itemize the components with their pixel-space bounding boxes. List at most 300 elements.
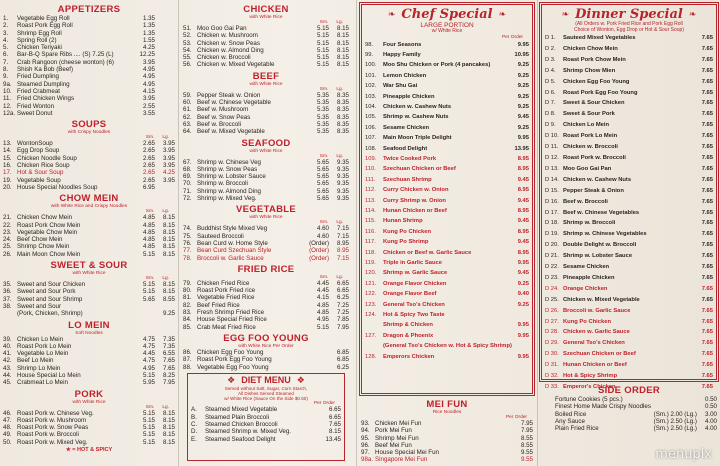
item-number [3,310,17,317]
item-price-large: 8.15 [162,281,175,289]
item-number [365,341,383,351]
dinner-special-item [545,317,713,328]
item-price-large: 6.25 [336,363,349,371]
item-price-large: 8.55 [520,434,533,442]
item-name: (General Tso's Chicken w. Hot & Spicy Shrimp) [383,343,512,350]
chef-special-item [365,237,529,247]
item-number: 127. [365,332,377,339]
item-name: Vegetable Lo Mein [17,350,69,358]
menu-item-row [191,428,341,435]
item-name: Chicken w. Cashew Nuts [563,176,632,183]
item-number: D 33. [545,384,559,390]
item-number: D 5. [545,78,556,85]
item-name: Orange Chicken [563,285,608,292]
menu-item-row [361,420,533,427]
item-price-large: 9.55 [520,449,533,457]
item-price-small [677,396,697,403]
menu-item-row [3,184,175,191]
item-price-large [155,15,175,22]
item-number: 23. [3,228,12,236]
item-number [541,425,555,432]
item-name: Steamed Chicken Broccoli [205,421,278,428]
item-name: Sauteed Broccoli [197,232,244,240]
item-name: Curry Chicken w. Onion [383,187,449,194]
menu-item-row [3,81,175,88]
menu-item-row [3,303,175,310]
menu-item-row [183,54,349,61]
item-price-small: 5.15 [142,424,155,432]
menu-item-row [3,222,175,229]
item-price: 7.65 [701,373,713,380]
chef-special-item [365,133,529,143]
section-title: VEGETABLE [235,204,297,216]
item-number: 70. [183,180,192,188]
item-price-large: 7.65 [162,357,175,365]
item-name: Fried Chicken Wings [17,95,75,103]
item-price-small: 4.75 [142,357,155,365]
item-price-small: 4.85 [316,309,329,317]
item-name: Steamed Mixed Vegetable [205,406,278,414]
item-name: WontonSoup [17,140,53,148]
item-name: Shrimp w. Chinese Veg [197,158,261,166]
item-name: Chicken Lo Mein [563,122,610,129]
item-price-large: 8.35 [336,113,349,121]
item-price: 9.95 [517,260,529,267]
dinner-special-item [545,262,713,273]
section-mei-fun [361,399,533,464]
item-price-small [677,403,697,410]
item-name: Vegetable Egg Foo Young [197,363,269,371]
item-number: D 29. [545,340,559,347]
item-number: 45. [3,379,12,387]
chef-special-item [365,71,529,81]
section-title: EGG FOO YOUNG [223,332,309,344]
item-price-small: (Order) [309,247,329,255]
item-name: Szechuan Shrimp [383,176,432,183]
item-number: D 13. [545,165,559,172]
size-header: Sm. Lg. [319,220,343,226]
item-price-small [301,421,321,428]
dinner-special-item [545,66,713,77]
item-name: Chicken w. Almond Ding [197,46,264,54]
diet-note: w/ White Rice (Sauce On the Side $0.50) [224,396,308,402]
size-header: Sm. Lg. [145,276,169,282]
item-price-small: 4.45 [316,287,329,295]
item-number: 107. [365,135,377,142]
menu-item-row [183,128,349,135]
item-name: Beef Lo Mein [17,357,54,365]
item-price: 9.95 [517,135,529,142]
diet-title-wrap [191,375,341,386]
chef-special-list [365,40,529,363]
watermark-logo: menupix [655,447,712,462]
item-number: 64. [183,128,192,136]
dinner-special-item [545,349,713,360]
item-name: Main Moon Triple Delight [383,135,452,142]
item-name: Twice Cooked Pork [383,155,437,162]
menu-item-row [191,421,341,428]
item-number: 117. [365,239,376,246]
item-price: 7.65 [701,67,713,74]
section-beef [183,71,349,136]
item-number: 81. [183,294,192,302]
item-price-small: 2.65 [142,176,155,184]
item-number: D 15. [545,187,559,194]
item-name: Beef Mei Fun [375,441,412,449]
section-title: CHICKEN [243,4,289,15]
item-number: 15. [3,154,12,162]
item-name: Shrimp w. Chinese Vegetables [563,231,647,238]
dinner-special-item [545,284,713,295]
item-number: 86. [183,348,192,356]
item-price-small: 4.60 [316,232,329,240]
item-name: House Special Lo Mein [17,371,81,379]
item-name: Szechuan Chicken or Beef [563,351,636,358]
item-price-small: 5.15 [316,46,329,54]
item-price: 7.65 [701,253,713,260]
item-number: 54. [183,46,192,54]
item-price-small: 5.15 [142,288,155,296]
section-seafood [183,138,349,203]
item-price: 9.25 [517,103,529,110]
item-price: 8.95 [517,187,529,194]
item-name: Shrimp Chow Mein [17,243,70,251]
dinner-special-item [545,208,713,219]
item-name: Beef w. Mushroom [197,106,249,114]
menu-item-row [541,425,717,432]
menu-item-row [183,188,349,195]
dinner-special-item [545,175,713,186]
item-price-large: 3.95 [162,154,175,162]
menu-item-row [3,288,175,295]
item-price: 9.25 [517,301,529,308]
item-price-small [309,364,329,371]
item-price-large: 8.15 [162,424,175,432]
large-portion-label: LARGE PORTION [420,22,474,29]
item-number: B. [191,413,197,421]
item-price-large [155,95,175,102]
item-name: Kung Po Chicken [563,318,611,325]
chef-special-item [365,123,529,133]
item-price-large: 9.35 [336,195,349,203]
item-price: 7.65 [701,144,713,151]
item-name: Finest Home Made Crispy Noodles [555,403,651,411]
item-name: Roast Pork Chow Mein [563,56,626,63]
item-number: 78. [183,254,192,262]
item-price-large: 8.95 [336,247,349,255]
item-name: Shrimp w. Lobster Sauce [197,173,266,181]
item-number: 35. [3,281,12,289]
item-price-large: 7.65 [162,364,175,372]
item-price-small: 4.95 [142,364,155,372]
item-price-small [493,427,513,434]
dinner-special-item [545,306,713,317]
item-number: 19. [3,176,12,184]
menu-item-row [183,159,349,166]
item-price-small: 4.95 [142,66,155,74]
item-name: Chicken Mei Fun [375,420,422,427]
menu-item-row [3,439,175,446]
item-price-small [301,428,321,435]
item-number: D. [191,428,198,436]
menu-item-row [183,173,349,180]
chef-special-item [365,352,529,362]
item-name: Shrimp Lo Mein [17,364,61,372]
item-price-large: 8.35 [336,120,349,128]
item-price-small: 5.15 [142,281,155,289]
item-number: D 16. [545,198,559,205]
item-number: 71. [183,187,192,195]
dinner-special-item [545,98,713,109]
menu-item-row [3,343,175,350]
item-price-small [493,420,513,427]
menu-item-row [183,255,349,262]
section-title: CHOW MEIN [59,193,119,205]
item-number: 96. [361,441,370,449]
item-price-small [301,406,321,413]
item-number: 111. [365,176,376,183]
item-name: Chicken Chow Mein [17,214,73,222]
item-name: Beef Fried Rice [197,301,240,309]
item-price-small: 2.65 [142,169,155,177]
item-number: 55. [183,54,192,62]
item-price-large: 7.95 [336,323,349,331]
item-price-small: 4.15 [142,87,155,95]
item-price-large: 8.15 [162,243,175,251]
item-number: 106. [365,124,377,131]
item-name: Steamed Shrimp w. Mixed Veg. [205,428,291,436]
item-price-large: 7.95 [520,420,533,427]
item-price-large: 8.55 [520,441,533,449]
menu-item-row [3,236,175,243]
menu-item-row [183,233,349,240]
item-price-large: 6.85 [336,348,349,356]
item-price-large: 8.15 [162,431,175,439]
item-price-small [301,436,321,443]
item-number: 122. [365,291,377,298]
item-price: 9.45 [517,239,529,246]
item-number: D 22. [545,264,559,271]
item-name: Chicken w. Garlic Sauce [563,329,630,336]
item-price: 9.45 [517,270,529,277]
item-number: 99. [365,51,374,58]
section-chicken [183,4,349,69]
per-order-header: Per Order [501,34,523,40]
item-name: Beef w. Broccoli [197,120,242,128]
item-number: 115. [365,218,376,225]
item-price-large [155,110,175,117]
item-number: 36. [3,288,12,296]
item-name: Boiled Rice [555,410,587,418]
menu-item-row [541,411,717,418]
item-price-small: 4.45 [316,279,329,287]
item-price-small: 5.15 [316,323,329,331]
item-price-small: 4.85 [316,301,329,309]
size-header: Sm. Lg. [319,274,343,280]
item-number: 37. [3,295,12,303]
item-name: Egg Drop Soup [17,147,60,155]
menu-item-row [3,155,175,162]
item-number: 7. [3,58,9,66]
item-name: Chicken Egg Foo Young [197,348,264,356]
item-price: 7.65 [701,45,713,52]
item-price-large: 7.95 [520,427,533,435]
item-number: D 7. [545,100,556,107]
item-number: 95. [361,434,370,442]
item-name: Chicken w. Mixed Vegetable [563,296,640,303]
item-price-small: 12.25 [139,51,155,59]
item-name: Chicken Noodle Soup [17,154,77,162]
dinner-special-note: Choice of Wonton, Egg Drop or Hot & Sour Soup) [574,26,684,33]
item-number: 98a. [361,456,374,464]
section-appetizers [3,4,175,117]
chef-special-item [365,50,529,60]
item-price: 9.45 [517,197,529,204]
item-name: Steamed Plain Broccoli [205,413,269,421]
dinner-special-item [545,55,713,66]
item-name: Dragon & Phoenix [383,332,434,339]
item-name: Happy Family [383,51,421,58]
item-number: D 12. [545,154,559,161]
item-price-small: 5.65 [316,173,329,181]
item-price-small [309,349,329,356]
item-price-large [155,303,175,310]
menu-item-row [183,324,349,331]
menu-item-row [3,372,175,379]
item-name: Shrimp w. Almond Ding [197,187,261,195]
menu-item-row [3,30,175,37]
item-number: 25. [3,243,12,251]
menu-item-row [3,251,175,258]
item-price-large: 8.15 [162,416,175,424]
menu-item-row [3,88,175,95]
dinner-special-item [545,164,713,175]
item-price: 7.65 [701,274,713,281]
item-number: 48. [3,424,12,432]
item-price: 7.65 [701,220,713,227]
chef-special-item [365,60,529,70]
item-name: Shrimp Egg Roll [17,29,62,37]
chef-special-item [365,92,529,102]
chef-special-box [361,4,533,394]
item-price-large: 8.15 [162,221,175,229]
item-name: Crab Rangoon (cheese wonton) (6) [17,58,114,66]
item-name: Shrimp w. Mixed Veg. [197,195,257,203]
item-name: Hunan Chicken or Beef [563,362,627,369]
item-name: Roast Pork Chow Mein [17,221,81,229]
dinner-special-item [545,33,713,44]
item-price-large: 8.15 [162,438,175,446]
chef-special-title: Chef Special [401,7,493,22]
item-price-large: 8.15 [336,25,349,32]
item-number: 113. [365,197,376,204]
per-order-header: Per Order [313,401,335,407]
dinner-special-item [545,251,713,262]
menu-item-row [3,103,175,110]
item-price-small: 2.65 [142,147,155,155]
menu-item-row [191,406,341,413]
item-number: 43. [3,364,12,372]
item-number: 12a. [3,109,16,117]
item-price-small [309,356,329,363]
item-price-small: 5.65 [142,295,155,303]
fold-line [356,0,357,466]
item-name: Sweet and Sour Pork [17,288,76,296]
item-number: 76. [183,239,192,247]
item-number: 9. [3,73,9,81]
item-name: Sweet and Sour [17,302,62,310]
section-title: SWEET & SOUR [50,260,128,272]
item-name: Pork Mei Fun [375,427,412,435]
chef-special-item [365,279,529,289]
menu-item-row [183,349,349,356]
diet-menu-box [187,373,345,461]
item-price: 7.65 [701,35,713,41]
section-vegetable [183,204,349,261]
dinner-special-item [545,186,713,197]
menu-item-row [3,140,175,147]
menu-item-row [3,243,175,250]
dinner-special-title: Dinner Special [575,7,683,22]
menu-item-row [191,414,341,421]
item-name: Pineapple Chicken [563,274,615,281]
item-price-small: 5.15 [142,416,155,424]
item-price-large: 8.35 [336,128,349,136]
item-name: Bar-B-Q Spare Ribs .... (S) 7.25 (L) [17,51,114,59]
menu-item-row [3,350,175,357]
item-name: Roast Pork w. Snow Peas [17,424,89,432]
item-price: 7.65 [701,296,713,303]
item-number: 110. [365,166,376,173]
item-name: Beef w. Broccoli [563,198,608,205]
item-name: Triple in Garlic Sauce [383,260,442,267]
item-price-small [301,414,321,421]
item-price-large [155,30,175,37]
item-price-small: 4.75 [142,335,155,343]
item-number: 61. [183,106,192,114]
item-name: Moo Goo Gai Pan [197,25,247,32]
menu-item-row [3,95,175,102]
diet-menu-title: DIET MENU [241,375,291,386]
item-name: Curry Shrimp w. Onion [383,197,446,204]
item-number: 88. [183,363,192,371]
item-price: 7.65 [701,384,713,390]
item-number: 109. [365,155,377,162]
section-title: SIDE ORDER [597,385,661,396]
item-name: Hunan Shrimp [383,218,423,225]
chef-special-item [365,102,529,112]
item-price-large: 6.25 [336,294,349,302]
item-price-small: (Sm.) 2.00 (Lg.) [653,410,697,418]
item-price-large: 6.55 [162,350,175,358]
menu-column-1 [0,0,178,466]
item-price: 7.65 [701,264,713,271]
chef-special-item [365,268,529,278]
item-price-large: 3.95 [162,140,175,148]
item-price: 7.65 [701,340,713,347]
item-number: 74. [183,225,192,233]
item-name: Vegetable Fried Rice [197,294,255,302]
item-price: 7.65 [701,187,713,194]
item-number: 17. [3,169,12,177]
item-name: Sweet Donut [17,109,53,117]
item-name: Broccoli w. Garlic Sauce [563,307,631,314]
item-name: Chicken Fried Rice [197,279,250,287]
item-name: Roast Pork w. Broccoli [17,431,79,439]
section-subtitle: with White Rice [249,148,283,154]
item-price-small: 5.35 [316,113,329,121]
dinner-special-item [545,77,713,88]
